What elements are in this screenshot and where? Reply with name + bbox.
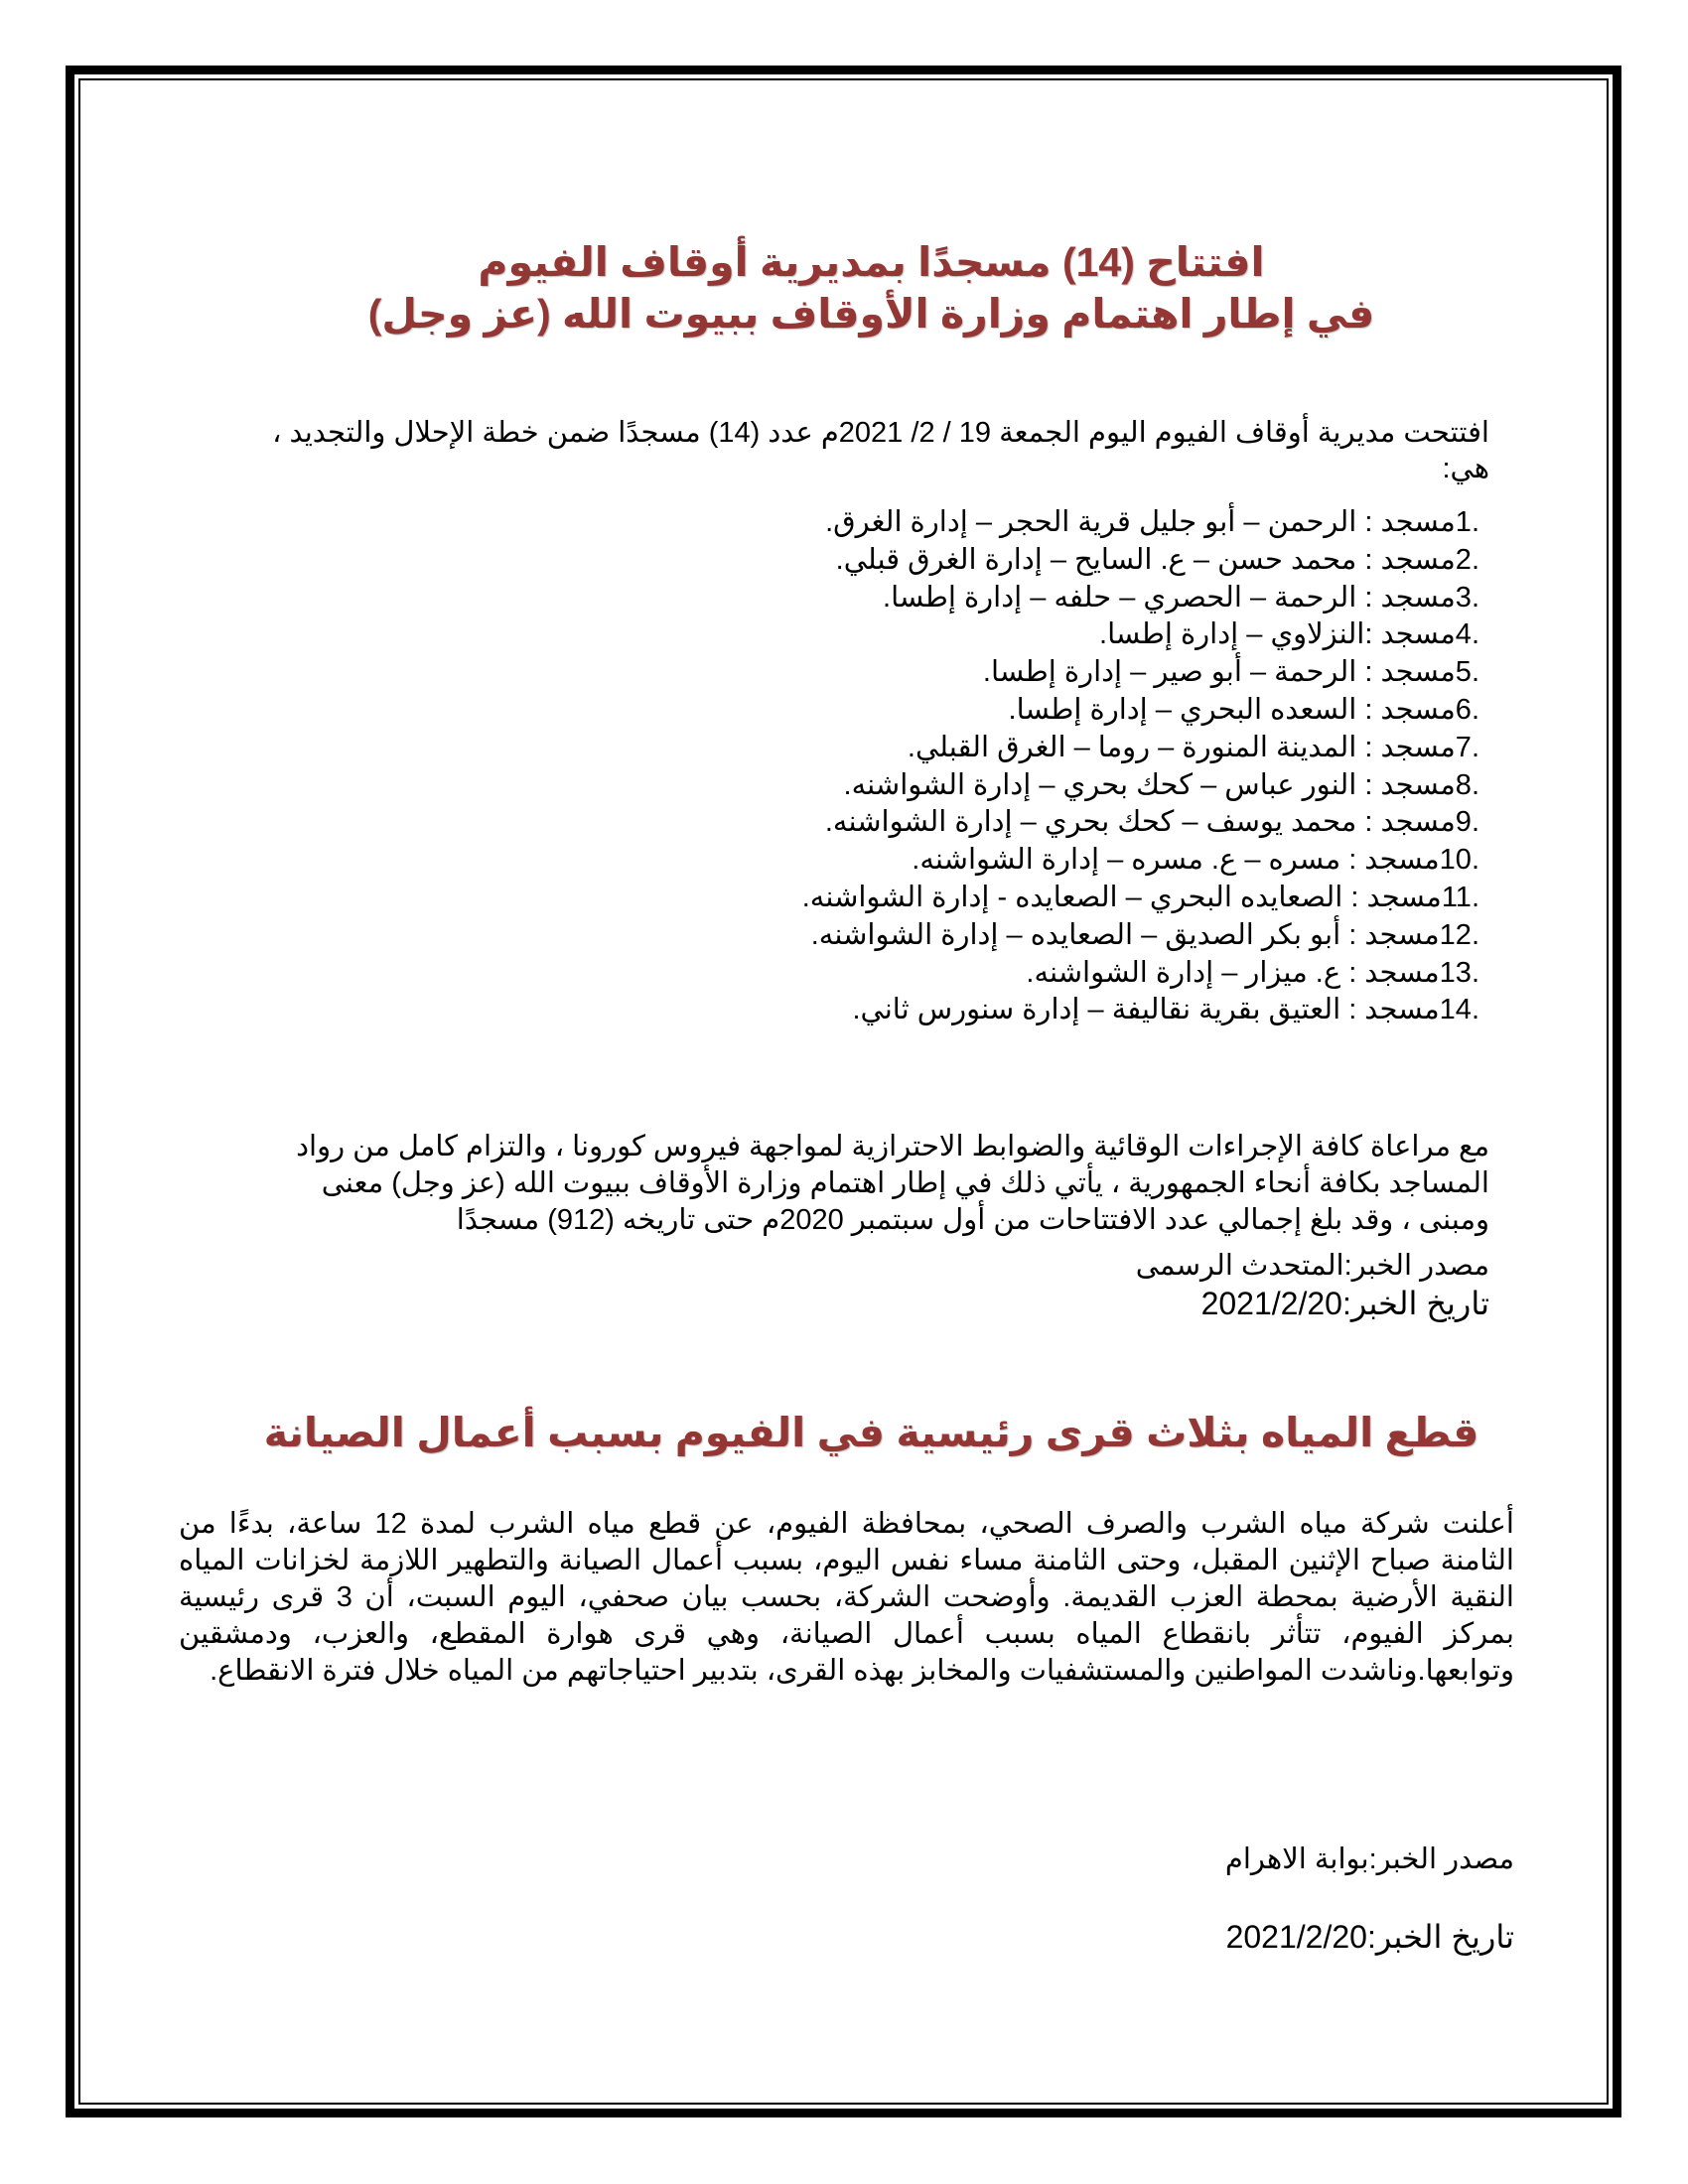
article2-body: أعلنت شركة مياه الشرب والصرف الصحي، بمحافظة الفيوم، عن قطع مياه الشرب لمدة 12 ساعة، بدءًا من الثامنة صباح الإثنين المقبل، وحتى الثامنة مساء نفس اليوم، بسبب أعمال الصيانة والتطهير اللازمة لخزانات المياه النقية الأرضية بمحطة العزب القديمة. وأوضحت الشركة، بحسب بيان صحفي، اليوم السبت، أن 3 قرى رئيسية بمركز الفيوم، تتأثر بانقطاع المياه بسبب أعمال الصيانة، وهي قرى هوارة المقطع، والعزب، ودمشقين وتوابعها.وناشدت المواطنين والمستشفيات والمخابز بهذه القرى، بتدبير احتياجاتهم من المياه خلال فترة الانقطاع. [179,1508,1514,1687]
article2-title: قطع المياه بثلاث قرى رئيسية في الفيوم بسبب أعمال الصيانة [263,1410,1479,1455]
mosque-list-item: .11مسجد : الصعايده البحري – الصعايده - إدارة الشواشنه. [801,881,1479,913]
mosque-list-item: .13مسجد : ع. ميزار – إدارة الشواشنه. [1026,956,1479,989]
mosque-list-item: .9مسجد : محمد يوسف – كحك بحري – إدارة الشواشنه. [824,806,1479,839]
mosque-list-item: .14مسجد : العتيق بقرية نقاليفة – إدارة سنورس ثاني. [852,994,1479,1026]
mosque-list-item: .3مسجد : الرحمة – الحصري – حلفه – إدارة إطسا. [883,581,1479,614]
article1-title-line1: افتتاح (14) مسجدًا بمديرية أوقاف الفيوم [478,239,1265,285]
article1-date: تاريخ الخبر:2021/2/20 [1200,1286,1489,1321]
mosque-list-item: .5مسجد : الرحمة – أبو صير – إدارة إطسا. [982,656,1479,689]
article2-source: مصدر الخبر:بوابة الاهرام [1224,1843,1514,1875]
mosque-list-item: .4مسجد :النزلاوي – إدارة إطسا. [1099,618,1479,651]
article2-date: تاريخ الخبر:2021/2/20 [1225,1919,1514,1955]
mosque-list-item: .6مسجد : السعده البحري – إدارة إطسا. [1008,693,1479,726]
page-border-inner [78,78,1609,2105]
mosque-list-item: .12مسجد : أبو بكر الصديق – الصعايده – إدارة الشواشنه. [810,918,1479,951]
article1-source: مصدر الخبر:المتحدث الرسمى [1135,1250,1489,1282]
mosque-list-item: .7مسجد : المدينة المنورة – روما – الغرق القبلي. [907,731,1479,763]
mosque-list [253,504,1479,1029]
mosque-list-item: .2مسجد : محمد حسن – ع. السايح – إدارة الغرق قبلي. [835,543,1479,576]
article1-title [253,236,1489,340]
mosque-list-item: .1مسجد : الرحمن – أبو جليل قرية الحجر – إدارة الغرق. [825,506,1479,538]
article1-closing-paragraph: مع مراعاة كافة الإجراءات الوقائية والضوابط الاحترازية لمواجهة فيروس كورونا ، والتزام كامل من رواد المساجد بكافة أنحاء الجمهورية ، يأتي ذلك في إطار اهتمام وزارة الأوقاف ببيوت الله (عز وجل) معنى ومبنى ، وقد بلغ إجمالي عدد الافتتاحات من أول سبتمبر 2020م حتى تاريخه (912) مسجدًا [296,1131,1489,1236]
article1-title-line2: في إطار اهتمام وزارة الأوقاف ببيوت الله (عز وجل) [367,291,1375,337]
article1-intro: افتتحت مديرية أوقاف الفيوم اليوم الجمعة 19 / 2/ 2021م عدد (14) مسجدًا ضمن خطة الإحلال والتجديد ، هي: [272,417,1489,484]
mosque-list-item: .8مسجد : النور عباس – كحك بحري – إدارة الشواشنه. [843,768,1479,801]
mosque-list-item: .10مسجد : مسره – ع. مسره – إدارة الشواشنه. [912,844,1479,877]
